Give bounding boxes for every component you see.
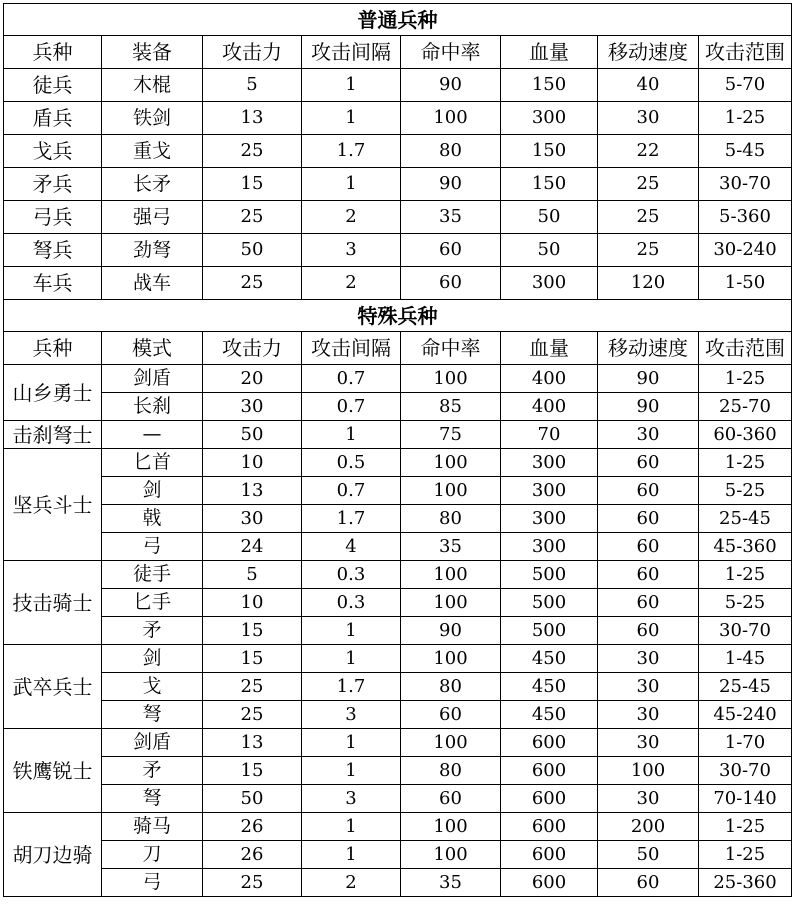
stat-cell: 300 [501, 477, 598, 505]
stat-cell: 24 [203, 533, 302, 561]
stat-cell: 70 [501, 421, 598, 449]
mode-cell: 强弓 [102, 201, 203, 234]
column-header: 装备 [102, 36, 203, 69]
table-row [4, 841, 792, 869]
stat-cell: 60 [598, 561, 699, 589]
table-row [4, 505, 792, 533]
column-header: 血量 [501, 36, 598, 69]
stat-cell: 30-240 [699, 234, 792, 267]
stat-cell: 30-70 [699, 757, 792, 785]
column-header: 血量 [501, 332, 598, 365]
stat-cell: 5-45 [699, 135, 792, 168]
unit-name-cell: 弩兵 [4, 234, 102, 267]
mode-cell: 长刹 [102, 393, 203, 421]
stat-cell: 70-140 [699, 785, 792, 813]
stat-cell: 50 [501, 234, 598, 267]
stat-cell: 30 [598, 701, 699, 729]
stat-cell: 25 [203, 673, 302, 701]
units-table [3, 3, 792, 897]
stat-cell: 60 [401, 267, 501, 300]
stat-cell: 35 [401, 869, 501, 897]
stat-cell: 20 [203, 365, 302, 393]
header-row [4, 36, 792, 69]
stat-cell: 80 [401, 505, 501, 533]
stat-cell: 80 [401, 673, 501, 701]
stat-cell: 15 [203, 617, 302, 645]
table-row [4, 365, 792, 393]
stat-cell: 30 [203, 393, 302, 421]
stat-cell: 25-70 [699, 393, 792, 421]
stat-cell: 50 [203, 234, 302, 267]
unit-name-cell: 铁鹰锐士 [4, 729, 102, 813]
unit-name-cell: 盾兵 [4, 102, 102, 135]
stat-cell: 80 [401, 135, 501, 168]
unit-name-cell: 山乡勇士 [4, 365, 102, 421]
stat-cell: 1 [302, 69, 401, 102]
unit-name-cell: 徒兵 [4, 69, 102, 102]
stat-cell: 90 [598, 393, 699, 421]
mode-cell: 弩 [102, 701, 203, 729]
stat-cell: 1-45 [699, 645, 792, 673]
stat-cell: 1 [302, 757, 401, 785]
stat-cell: 400 [501, 393, 598, 421]
table-row [4, 701, 792, 729]
table-row [4, 102, 792, 135]
stat-cell: 1.7 [302, 673, 401, 701]
stat-cell: 26 [203, 841, 302, 869]
stat-cell: 5-25 [699, 589, 792, 617]
table-row [4, 234, 792, 267]
stat-cell: 30 [598, 673, 699, 701]
mode-cell: 重戈 [102, 135, 203, 168]
column-header: 移动速度 [598, 332, 699, 365]
mode-cell: 木棍 [102, 69, 203, 102]
unit-name-cell: 矛兵 [4, 168, 102, 201]
stat-cell: 45-360 [699, 533, 792, 561]
table-row [4, 533, 792, 561]
mode-cell: 匕手 [102, 589, 203, 617]
stat-cell: 0.7 [302, 365, 401, 393]
table-row [4, 168, 792, 201]
table-row [4, 267, 792, 300]
stat-cell: 5 [203, 69, 302, 102]
stat-cell: 25 [203, 135, 302, 168]
stat-cell: 1-70 [699, 729, 792, 757]
stat-cell: 1-25 [699, 102, 792, 135]
stat-cell: 600 [501, 757, 598, 785]
stat-cell: 100 [401, 477, 501, 505]
stat-cell: 200 [598, 813, 699, 841]
table-row [4, 757, 792, 785]
units-table-body [4, 4, 792, 897]
stat-cell: 85 [401, 393, 501, 421]
stat-cell: 100 [401, 813, 501, 841]
table-row [4, 729, 792, 757]
column-header: 攻击间隔 [302, 36, 401, 69]
unit-name-cell: 击刹弩士 [4, 421, 102, 449]
stat-cell: 300 [501, 102, 598, 135]
table-row [4, 869, 792, 897]
mode-cell: 剑 [102, 477, 203, 505]
stat-cell: 15 [203, 757, 302, 785]
mode-cell: 战车 [102, 267, 203, 300]
mode-cell: 矛 [102, 757, 203, 785]
stat-cell: 600 [501, 813, 598, 841]
stat-cell: 45-240 [699, 701, 792, 729]
stat-cell: 3 [302, 234, 401, 267]
mode-cell: 弩 [102, 785, 203, 813]
stat-cell: 22 [598, 135, 699, 168]
stat-cell: 30 [203, 505, 302, 533]
stat-cell: 13 [203, 102, 302, 135]
unit-name-cell: 技击骑士 [4, 561, 102, 645]
mode-cell: 弓 [102, 533, 203, 561]
stat-cell: 50 [598, 841, 699, 869]
stat-cell: 0.7 [302, 477, 401, 505]
stat-cell: 1-25 [699, 841, 792, 869]
column-header: 命中率 [401, 332, 501, 365]
table-row [4, 785, 792, 813]
stat-cell: 26 [203, 813, 302, 841]
mode-cell: 弓 [102, 869, 203, 897]
stat-cell: 30 [598, 645, 699, 673]
stat-cell: 300 [501, 533, 598, 561]
stat-cell: 50 [501, 201, 598, 234]
stat-cell: 1 [302, 421, 401, 449]
stat-cell: 60 [598, 589, 699, 617]
mode-cell: 剑 [102, 645, 203, 673]
section-title: 普通兵种 [4, 4, 792, 36]
table-row [4, 645, 792, 673]
stat-cell: 15 [203, 645, 302, 673]
table-row [4, 813, 792, 841]
mode-cell: 铁剑 [102, 102, 203, 135]
column-header: 移动速度 [598, 36, 699, 69]
mode-cell: 匕首 [102, 449, 203, 477]
stat-cell: 60 [598, 533, 699, 561]
section-title-row [4, 300, 792, 332]
stat-cell: 5-70 [699, 69, 792, 102]
mode-cell: 劲弩 [102, 234, 203, 267]
stat-cell: 2 [302, 869, 401, 897]
stat-cell: 35 [401, 533, 501, 561]
stat-cell: 0.3 [302, 561, 401, 589]
mode-cell: 剑盾 [102, 365, 203, 393]
table-row [4, 135, 792, 168]
table-row [4, 617, 792, 645]
table-row [4, 561, 792, 589]
stat-cell: 500 [501, 617, 598, 645]
unit-name-cell: 弓兵 [4, 201, 102, 234]
stat-cell: 1-25 [699, 365, 792, 393]
unit-name-cell: 戈兵 [4, 135, 102, 168]
stat-cell: 300 [501, 449, 598, 477]
stat-cell: 0.7 [302, 393, 401, 421]
stat-cell: 1 [302, 645, 401, 673]
stat-cell: 50 [203, 785, 302, 813]
stat-cell: 13 [203, 729, 302, 757]
header-row [4, 332, 792, 365]
stat-cell: 1 [302, 168, 401, 201]
table-row [4, 421, 792, 449]
stat-cell: 90 [401, 617, 501, 645]
unit-name-cell: 胡刀边骑 [4, 813, 102, 897]
mode-cell: 骑马 [102, 813, 203, 841]
stat-cell: 1-25 [699, 449, 792, 477]
stat-cell: 25 [203, 869, 302, 897]
stat-cell: 25 [203, 267, 302, 300]
stat-cell: 450 [501, 701, 598, 729]
column-header: 命中率 [401, 36, 501, 69]
stat-cell: 60 [598, 869, 699, 897]
table-row [4, 393, 792, 421]
column-header: 攻击范围 [699, 332, 792, 365]
section-title: 特殊兵种 [4, 300, 792, 332]
stat-cell: 1.7 [302, 135, 401, 168]
column-header: 兵种 [4, 332, 102, 365]
stat-cell: 30 [598, 785, 699, 813]
stat-cell: 1-25 [699, 813, 792, 841]
stat-cell: 450 [501, 645, 598, 673]
stat-cell: 30 [598, 729, 699, 757]
unit-name-cell: 车兵 [4, 267, 102, 300]
stat-cell: 25 [203, 701, 302, 729]
column-header: 攻击力 [203, 36, 302, 69]
column-header: 模式 [102, 332, 203, 365]
column-header: 攻击间隔 [302, 332, 401, 365]
stat-cell: 1 [302, 729, 401, 757]
stat-cell: 60 [598, 477, 699, 505]
unit-name-cell: 武卒兵士 [4, 645, 102, 729]
stat-cell: 5 [203, 561, 302, 589]
section-title-row [4, 4, 792, 36]
mode-cell: 徒手 [102, 561, 203, 589]
stat-cell: 100 [401, 589, 501, 617]
stat-cell: 1 [302, 617, 401, 645]
stat-cell: 4 [302, 533, 401, 561]
stat-cell: 100 [401, 561, 501, 589]
stat-cell: 450 [501, 673, 598, 701]
mode-cell: 刀 [102, 841, 203, 869]
table-row [4, 449, 792, 477]
mode-cell: — [102, 421, 203, 449]
stat-cell: 150 [501, 69, 598, 102]
stat-cell: 2 [302, 201, 401, 234]
stat-cell: 15 [203, 168, 302, 201]
stat-cell: 60-360 [699, 421, 792, 449]
column-header: 攻击力 [203, 332, 302, 365]
stat-cell: 600 [501, 869, 598, 897]
stat-cell: 25 [203, 201, 302, 234]
stat-cell: 90 [401, 69, 501, 102]
stat-cell: 25 [598, 234, 699, 267]
table-row [4, 673, 792, 701]
stat-cell: 13 [203, 477, 302, 505]
stat-cell: 60 [598, 449, 699, 477]
mode-cell: 戟 [102, 505, 203, 533]
stat-cell: 600 [501, 729, 598, 757]
stat-cell: 5-25 [699, 477, 792, 505]
stat-cell: 100 [401, 729, 501, 757]
stat-cell: 150 [501, 135, 598, 168]
column-header: 兵种 [4, 36, 102, 69]
stat-cell: 100 [401, 841, 501, 869]
stat-cell: 100 [401, 102, 501, 135]
mode-cell: 长矛 [102, 168, 203, 201]
stat-cell: 1 [302, 813, 401, 841]
stat-cell: 30-70 [699, 617, 792, 645]
stat-cell: 50 [203, 421, 302, 449]
stat-cell: 400 [501, 365, 598, 393]
stat-cell: 5-360 [699, 201, 792, 234]
unit-name-cell: 坚兵斗士 [4, 449, 102, 561]
stat-cell: 100 [598, 757, 699, 785]
table-row [4, 69, 792, 102]
stat-cell: 60 [598, 617, 699, 645]
stat-cell: 2 [302, 267, 401, 300]
stat-cell: 10 [203, 449, 302, 477]
stat-cell: 500 [501, 589, 598, 617]
mode-cell: 剑盾 [102, 729, 203, 757]
stat-cell: 10 [203, 589, 302, 617]
stat-cell: 1 [302, 841, 401, 869]
mode-cell: 戈 [102, 673, 203, 701]
stat-cell: 60 [401, 234, 501, 267]
stat-cell: 35 [401, 201, 501, 234]
stat-cell: 1 [302, 102, 401, 135]
stat-cell: 60 [598, 505, 699, 533]
stat-cell: 40 [598, 69, 699, 102]
stat-cell: 60 [401, 701, 501, 729]
stat-cell: 3 [302, 701, 401, 729]
stat-cell: 1-50 [699, 267, 792, 300]
stat-cell: 300 [501, 267, 598, 300]
stat-cell: 25-45 [699, 505, 792, 533]
stat-cell: 25 [598, 168, 699, 201]
stat-cell: 30 [598, 102, 699, 135]
stat-cell: 100 [401, 645, 501, 673]
stat-cell: 30 [598, 421, 699, 449]
stat-cell: 25-360 [699, 869, 792, 897]
table-row [4, 201, 792, 234]
table-row [4, 589, 792, 617]
stat-cell: 0.3 [302, 589, 401, 617]
stat-cell: 90 [401, 168, 501, 201]
stat-cell: 100 [401, 365, 501, 393]
stat-cell: 25-45 [699, 673, 792, 701]
stat-cell: 120 [598, 267, 699, 300]
stat-cell: 25 [598, 201, 699, 234]
mode-cell: 矛 [102, 617, 203, 645]
stat-cell: 500 [501, 561, 598, 589]
stat-cell: 80 [401, 757, 501, 785]
stat-cell: 75 [401, 421, 501, 449]
table-row [4, 477, 792, 505]
stat-cell: 90 [598, 365, 699, 393]
column-header: 攻击范围 [699, 36, 792, 69]
stat-cell: 1.7 [302, 505, 401, 533]
stat-cell: 150 [501, 168, 598, 201]
stat-cell: 60 [401, 785, 501, 813]
stat-cell: 0.5 [302, 449, 401, 477]
stat-cell: 1-25 [699, 561, 792, 589]
stat-cell: 100 [401, 449, 501, 477]
stat-cell: 600 [501, 785, 598, 813]
stat-cell: 300 [501, 505, 598, 533]
stat-cell: 30-70 [699, 168, 792, 201]
stat-cell: 600 [501, 841, 598, 869]
stat-cell: 3 [302, 785, 401, 813]
